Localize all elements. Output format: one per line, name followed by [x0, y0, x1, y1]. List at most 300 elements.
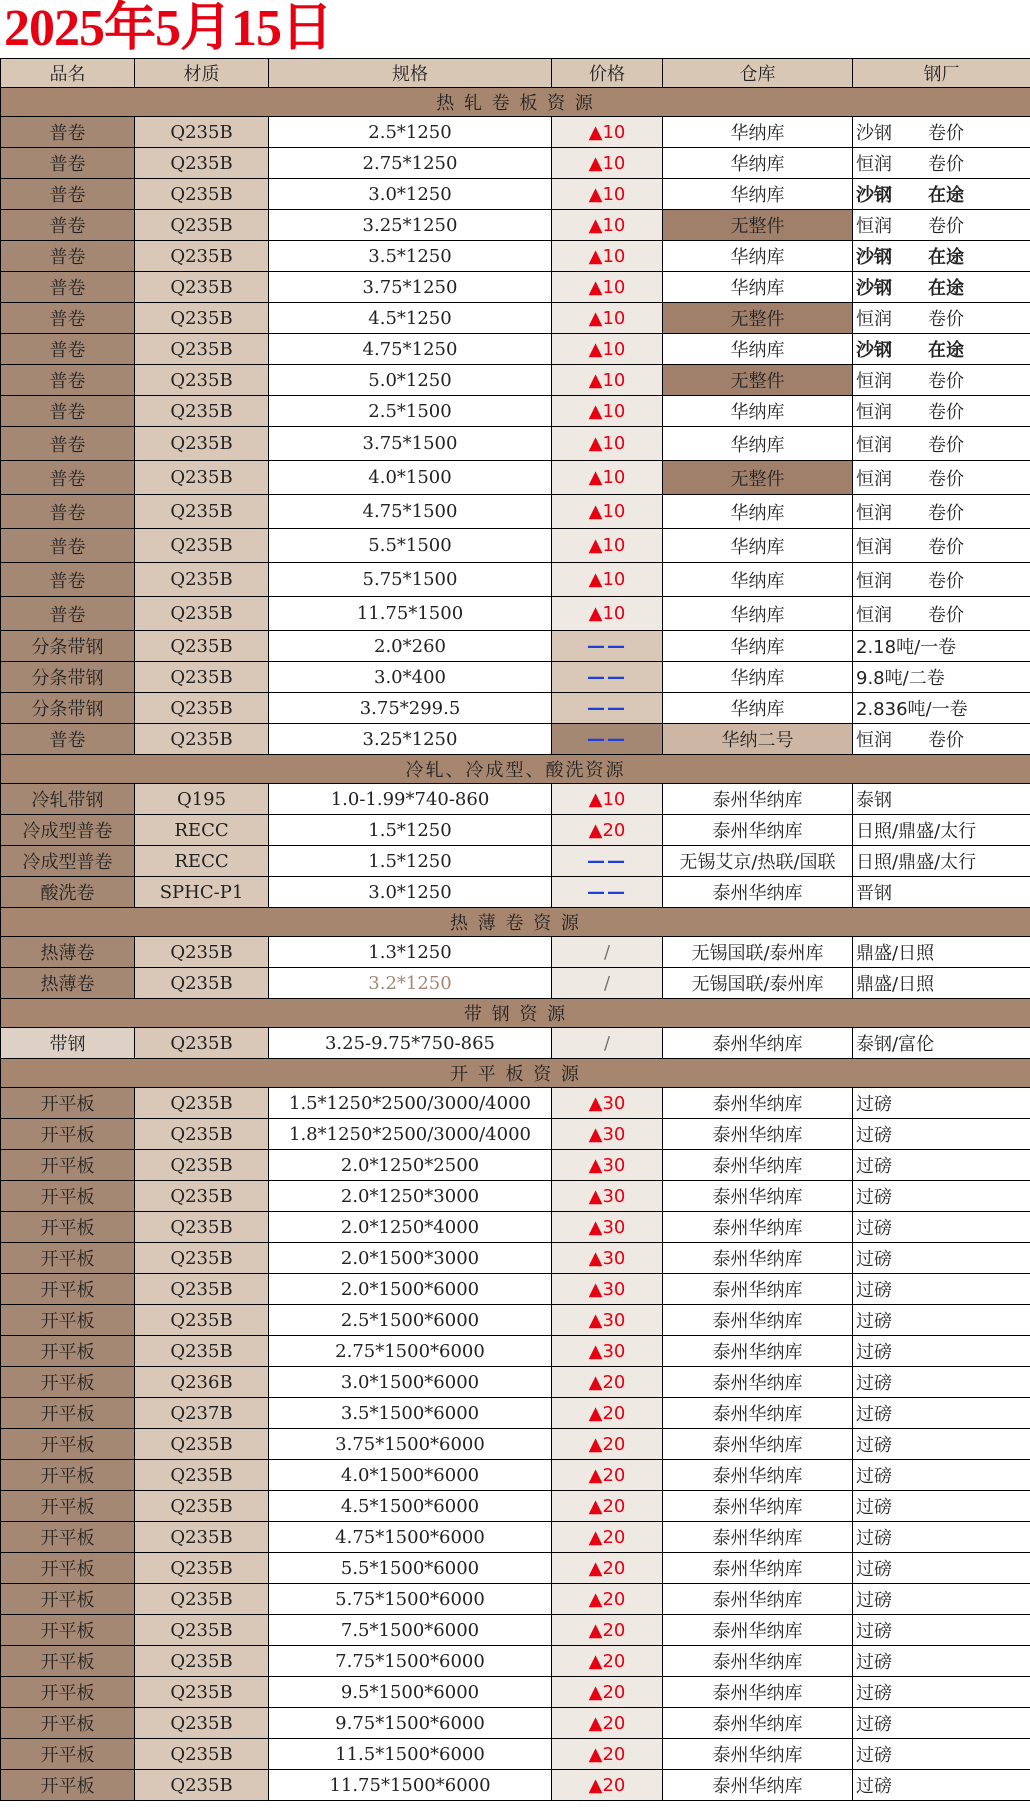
spec-text: 4.5*1250	[368, 307, 452, 329]
price-cell	[552, 1336, 663, 1367]
spec-text: 11.75*1500	[356, 603, 464, 624]
price-text: ——	[587, 635, 627, 657]
product-name-text: 开平板	[40, 1776, 95, 1797]
warehouse-cell	[663, 815, 853, 846]
product-name-cell	[1, 365, 135, 396]
price-text: ▲10	[588, 788, 626, 810]
warehouse-text: 泰州华纳库	[712, 1652, 803, 1673]
warehouse-cell	[663, 1028, 853, 1059]
material-cell	[135, 1553, 269, 1584]
warehouse-text: 无整件	[730, 216, 785, 237]
material-cell	[135, 937, 269, 968]
mill-cell	[853, 1243, 1030, 1274]
mill-text: 恒润 卷价	[856, 216, 964, 237]
product-name-text: 普卷	[49, 502, 86, 524]
price-text: ▲30	[588, 1123, 626, 1145]
price-text: ▲10	[588, 152, 626, 174]
spec-text: 2.0*1250*2500	[340, 1154, 480, 1176]
price-cell	[552, 365, 663, 396]
column-header-spec: 规格	[269, 59, 552, 88]
material-cell	[135, 1739, 269, 1770]
product-name-cell	[1, 1274, 135, 1305]
column-header-mill: 钢厂	[853, 59, 1030, 88]
material-text: Q235B	[170, 1712, 233, 1734]
price-text: ▲10	[588, 338, 626, 360]
spec-text: 4.75*1500	[362, 501, 458, 522]
table-row	[1, 1243, 1030, 1274]
warehouse-cell	[663, 1646, 853, 1677]
price-text: /	[603, 941, 611, 963]
material-text: Q235B	[170, 635, 233, 657]
price-cell	[552, 1522, 663, 1553]
warehouse-cell	[663, 1770, 853, 1801]
mill-text: 沙钢 在途	[856, 278, 964, 299]
price-cell	[552, 1150, 663, 1181]
material-text: Q235B	[170, 152, 233, 174]
mill-cell	[853, 631, 1030, 662]
material-text: RECC	[174, 819, 229, 841]
mill-cell	[853, 1150, 1030, 1181]
mill-text: 过磅	[856, 1249, 892, 1270]
product-name-text: 开平板	[40, 1094, 95, 1115]
product-name-text: 开平板	[40, 1435, 95, 1456]
warehouse-text: 华纳库	[730, 668, 785, 689]
table-row	[1, 1305, 1030, 1336]
mill-cell	[853, 1028, 1030, 1059]
warehouse-text: 泰州华纳库	[712, 821, 803, 842]
product-name-text: 开平板	[40, 1621, 95, 1642]
price-cell	[552, 241, 663, 272]
material-text: Q235B	[170, 338, 233, 360]
material-cell	[135, 529, 269, 563]
warehouse-cell	[663, 272, 853, 303]
product-name-text: 开平板	[40, 1404, 95, 1425]
spec-text: 4.0*1500	[368, 467, 452, 488]
spec-text: 2.0*1500*3000	[340, 1247, 480, 1269]
spec-cell	[269, 241, 552, 272]
price-cell	[552, 1274, 663, 1305]
material-text: Q235B	[170, 569, 233, 590]
mill-text: 恒润 卷价	[856, 468, 964, 490]
mill-text: 2.836吨/一卷	[856, 699, 968, 720]
warehouse-cell	[663, 1367, 853, 1398]
mill-cell	[853, 693, 1030, 724]
spec-text: 11.5*1500*6000	[335, 1743, 485, 1765]
spec-text: 4.0*1500*6000	[340, 1464, 480, 1486]
mill-cell	[853, 365, 1030, 396]
warehouse-cell	[663, 1584, 853, 1615]
mill-text: 过磅	[856, 1652, 892, 1673]
mill-text: 过磅	[856, 1466, 892, 1487]
price-cell	[552, 815, 663, 846]
mill-text: 沙钢 在途	[856, 247, 964, 268]
product-name-cell	[1, 241, 135, 272]
material-text: Q235B	[170, 1032, 233, 1054]
warehouse-cell	[663, 1398, 853, 1429]
mill-cell	[853, 662, 1030, 693]
product-name-cell	[1, 815, 135, 846]
product-name-cell	[1, 1739, 135, 1770]
mill-text: 过磅	[856, 1156, 892, 1177]
material-text: Q235B	[170, 1123, 233, 1145]
spec-cell	[269, 1708, 552, 1739]
material-text: Q235B	[170, 728, 233, 750]
material-text: Q235B	[170, 1433, 233, 1455]
price-text: ▲10	[588, 569, 626, 590]
price-text: ▲10	[588, 603, 626, 624]
spec-cell	[269, 1150, 552, 1181]
product-name-cell	[1, 846, 135, 877]
table-row	[1, 631, 1030, 662]
mill-text: 沙钢 在途	[856, 340, 964, 361]
product-name-text: 开平板	[40, 1249, 95, 1270]
warehouse-cell	[663, 1119, 853, 1150]
mill-cell	[853, 148, 1030, 179]
material-text: SPHC-P1	[159, 881, 244, 903]
table-row	[1, 529, 1030, 563]
table-row	[1, 1553, 1030, 1584]
material-cell	[135, 1770, 269, 1801]
warehouse-text: 华纳库	[730, 434, 785, 456]
table-row	[1, 148, 1030, 179]
warehouse-cell	[663, 427, 853, 461]
warehouse-cell	[663, 1150, 853, 1181]
mill-cell	[853, 272, 1030, 303]
table-row	[1, 662, 1030, 693]
material-cell	[135, 693, 269, 724]
price-text: /	[603, 972, 611, 994]
column-header-warehouse: 仓库	[663, 59, 853, 88]
warehouse-text: 泰州华纳库	[712, 1034, 803, 1055]
mill-cell	[853, 937, 1030, 968]
spec-text: 3.0*1250	[368, 881, 452, 903]
price-cell	[552, 1212, 663, 1243]
product-name-cell	[1, 1398, 135, 1429]
material-cell	[135, 241, 269, 272]
spec-cell	[269, 303, 552, 334]
material-cell	[135, 1584, 269, 1615]
material-text: Q235B	[170, 307, 233, 329]
product-name-cell	[1, 937, 135, 968]
section-header-row	[1, 1059, 1030, 1088]
product-name-text: 开平板	[40, 1466, 95, 1487]
mill-cell	[853, 529, 1030, 563]
mill-text: 恒润 卷价	[856, 434, 964, 456]
price-cell	[552, 1028, 663, 1059]
table-row	[1, 1708, 1030, 1739]
spec-text: 11.75*1500*6000	[329, 1774, 491, 1796]
price-cell	[552, 529, 663, 563]
warehouse-cell	[663, 241, 853, 272]
product-name-cell	[1, 529, 135, 563]
price-cell	[552, 693, 663, 724]
price-text: ▲20	[588, 1371, 626, 1393]
mill-text: 过磅	[856, 1590, 892, 1611]
product-name-text: 开平板	[40, 1497, 95, 1518]
spec-cell	[269, 1615, 552, 1646]
warehouse-text: 泰州华纳库	[712, 1218, 803, 1239]
price-cell	[552, 937, 663, 968]
warehouse-cell	[663, 1522, 853, 1553]
spec-cell	[269, 148, 552, 179]
mill-cell	[853, 1615, 1030, 1646]
product-name-cell	[1, 1708, 135, 1739]
section-header-row	[1, 908, 1030, 937]
mill-cell	[853, 495, 1030, 529]
spec-cell	[269, 179, 552, 210]
warehouse-cell	[663, 1212, 853, 1243]
price-cell	[552, 563, 663, 597]
material-text: RECC	[174, 850, 229, 872]
material-text: Q235B	[170, 972, 233, 994]
product-name-cell	[1, 631, 135, 662]
material-text: Q235B	[170, 183, 233, 205]
material-cell	[135, 334, 269, 365]
spec-text: 2.5*1500	[368, 400, 452, 422]
mill-text: 日照/鼎盛/太行	[856, 852, 977, 873]
price-text: ▲30	[588, 1092, 626, 1114]
spec-cell	[269, 1119, 552, 1150]
spec-cell	[269, 1336, 552, 1367]
material-cell	[135, 1119, 269, 1150]
material-text: Q235B	[170, 1247, 233, 1269]
product-name-cell	[1, 724, 135, 755]
product-name-text: 冷轧带钢	[31, 790, 104, 811]
warehouse-cell	[663, 210, 853, 241]
spec-cell	[269, 1770, 552, 1801]
spec-text: 2.0*1250*4000	[340, 1216, 480, 1238]
material-text: Q235B	[170, 1774, 233, 1796]
warehouse-text: 华纳库	[730, 699, 785, 720]
warehouse-cell	[663, 937, 853, 968]
price-text: ▲20	[588, 1743, 626, 1765]
product-name-text: 开平板	[40, 1280, 95, 1301]
warehouse-cell	[663, 1491, 853, 1522]
material-cell	[135, 815, 269, 846]
product-name-cell	[1, 597, 135, 631]
mill-cell	[853, 1522, 1030, 1553]
warehouse-text: 华纳库	[730, 278, 785, 299]
spec-text: 2.75*1250	[362, 152, 458, 174]
product-name-cell	[1, 272, 135, 303]
spec-cell	[269, 1677, 552, 1708]
product-name-text: 开平板	[40, 1683, 95, 1704]
warehouse-text: 泰州华纳库	[712, 1404, 803, 1425]
spec-cell	[269, 1460, 552, 1491]
material-cell	[135, 1243, 269, 1274]
warehouse-text: 泰州华纳库	[712, 790, 803, 811]
mill-cell	[853, 1367, 1030, 1398]
mill-cell	[853, 241, 1030, 272]
spec-cell	[269, 1243, 552, 1274]
table-row	[1, 815, 1030, 846]
warehouse-text: 泰州华纳库	[712, 1125, 803, 1146]
warehouse-text: 泰州华纳库	[712, 1497, 803, 1518]
spec-text: 5.0*1250	[368, 369, 452, 391]
price-cell	[552, 1739, 663, 1770]
material-cell	[135, 1491, 269, 1522]
table-row	[1, 1119, 1030, 1150]
mill-cell	[853, 1739, 1030, 1770]
spec-text: 2.5*1500*6000	[340, 1309, 480, 1331]
material-text: Q235B	[170, 276, 233, 298]
material-text: Q235B	[170, 1619, 233, 1641]
mill-cell	[853, 1274, 1030, 1305]
product-name-cell	[1, 1677, 135, 1708]
warehouse-text: 华纳库	[730, 185, 785, 206]
mill-text: 过磅	[856, 1497, 892, 1518]
warehouse-text: 泰州华纳库	[712, 1435, 803, 1456]
spec-cell	[269, 1553, 552, 1584]
price-text: ▲30	[588, 1340, 626, 1362]
spec-text: 1.0-1.99*740-860	[330, 788, 490, 810]
mill-text: 过磅	[856, 1714, 892, 1735]
column-header-price: 价格	[552, 59, 663, 88]
mill-text: 沙钢 卷价	[856, 123, 964, 144]
warehouse-cell	[663, 693, 853, 724]
price-cell	[552, 148, 663, 179]
product-name-cell	[1, 334, 135, 365]
material-cell	[135, 1522, 269, 1553]
product-name-cell	[1, 1491, 135, 1522]
price-cell	[552, 272, 663, 303]
mill-text: 过磅	[856, 1342, 892, 1363]
material-cell	[135, 1305, 269, 1336]
material-text: Q235B	[170, 369, 233, 391]
spec-text: 3.25-9.75*750-865	[324, 1032, 496, 1054]
material-cell	[135, 272, 269, 303]
warehouse-cell	[663, 1336, 853, 1367]
mill-cell	[853, 1305, 1030, 1336]
warehouse-cell	[663, 303, 853, 334]
product-name-cell	[1, 1305, 135, 1336]
product-name-text: 普卷	[49, 468, 86, 490]
column-header-name: 品名	[1, 59, 135, 88]
product-name-text: 普卷	[49, 570, 86, 592]
price-cell	[552, 631, 663, 662]
price-cell	[552, 1243, 663, 1274]
table-row	[1, 1491, 1030, 1522]
material-cell	[135, 662, 269, 693]
price-text: ——	[587, 697, 627, 719]
price-text: ▲20	[588, 1402, 626, 1424]
spec-cell	[269, 693, 552, 724]
material-cell	[135, 631, 269, 662]
material-text: Q235B	[170, 1650, 233, 1672]
mill-text: 过磅	[856, 1311, 892, 1332]
mill-cell	[853, 427, 1030, 461]
spec-text: 1.3*1250	[368, 941, 452, 963]
price-text: ▲10	[588, 121, 626, 143]
table-row	[1, 365, 1030, 396]
product-name-cell	[1, 1243, 135, 1274]
material-cell	[135, 1646, 269, 1677]
spec-cell	[269, 1088, 552, 1119]
warehouse-cell	[663, 334, 853, 365]
price-text: ▲10	[588, 467, 626, 488]
table-row	[1, 877, 1030, 908]
warehouse-cell	[663, 563, 853, 597]
product-name-cell	[1, 1615, 135, 1646]
material-text: Q195	[176, 788, 227, 810]
price-cell	[552, 1429, 663, 1460]
warehouse-text: 华纳库	[730, 536, 785, 558]
material-text: Q235B	[170, 1340, 233, 1362]
product-name-cell	[1, 396, 135, 427]
price-text: ▲10	[588, 535, 626, 556]
price-cell	[552, 1491, 663, 1522]
price-cell	[552, 1398, 663, 1429]
warehouse-text: 泰州华纳库	[712, 1311, 803, 1332]
product-name-text: 冷成型普卷	[22, 821, 113, 842]
mill-cell	[853, 784, 1030, 815]
warehouse-cell	[663, 1677, 853, 1708]
spec-cell	[269, 1028, 552, 1059]
spec-cell	[269, 334, 552, 365]
mill-cell	[853, 563, 1030, 597]
price-cell	[552, 495, 663, 529]
mill-cell	[853, 1336, 1030, 1367]
product-name-cell	[1, 495, 135, 529]
price-cell	[552, 968, 663, 999]
spec-cell	[269, 1367, 552, 1398]
table-row	[1, 937, 1030, 968]
mill-cell	[853, 1646, 1030, 1677]
price-cell	[552, 1677, 663, 1708]
price-text: ▲20	[588, 1619, 626, 1641]
material-text: Q235B	[170, 1278, 233, 1300]
spec-cell	[269, 937, 552, 968]
spec-cell	[269, 724, 552, 755]
table-row	[1, 210, 1030, 241]
table-row	[1, 784, 1030, 815]
material-text: Q235B	[170, 214, 233, 236]
mill-text: 过磅	[856, 1373, 892, 1394]
price-text: ▲30	[588, 1247, 626, 1269]
product-name-text: 普卷	[49, 730, 86, 751]
product-name-cell	[1, 1584, 135, 1615]
product-name-text: 开平板	[40, 1342, 95, 1363]
mill-text: 过磅	[856, 1745, 892, 1766]
warehouse-cell	[663, 1553, 853, 1584]
mill-cell	[853, 846, 1030, 877]
price-text: ——	[587, 666, 627, 688]
price-cell	[552, 784, 663, 815]
spec-cell	[269, 968, 552, 999]
product-name-cell	[1, 662, 135, 693]
section-header-row	[1, 999, 1030, 1028]
material-cell	[135, 1708, 269, 1739]
mill-cell	[853, 597, 1030, 631]
price-cell	[552, 724, 663, 755]
mill-cell	[853, 968, 1030, 999]
spec-cell	[269, 784, 552, 815]
mill-cell	[853, 1770, 1030, 1801]
warehouse-text: 泰州华纳库	[712, 1714, 803, 1735]
product-name-cell	[1, 179, 135, 210]
price-text: ——	[587, 728, 627, 750]
warehouse-cell	[663, 148, 853, 179]
mill-cell	[853, 396, 1030, 427]
product-name-cell	[1, 1150, 135, 1181]
product-name-text: 开平板	[40, 1311, 95, 1332]
warehouse-cell	[663, 1615, 853, 1646]
warehouse-text: 泰州华纳库	[712, 1528, 803, 1549]
product-name-text: 普卷	[49, 154, 86, 175]
warehouse-cell	[663, 495, 853, 529]
table-row	[1, 1646, 1030, 1677]
table-row	[1, 563, 1030, 597]
